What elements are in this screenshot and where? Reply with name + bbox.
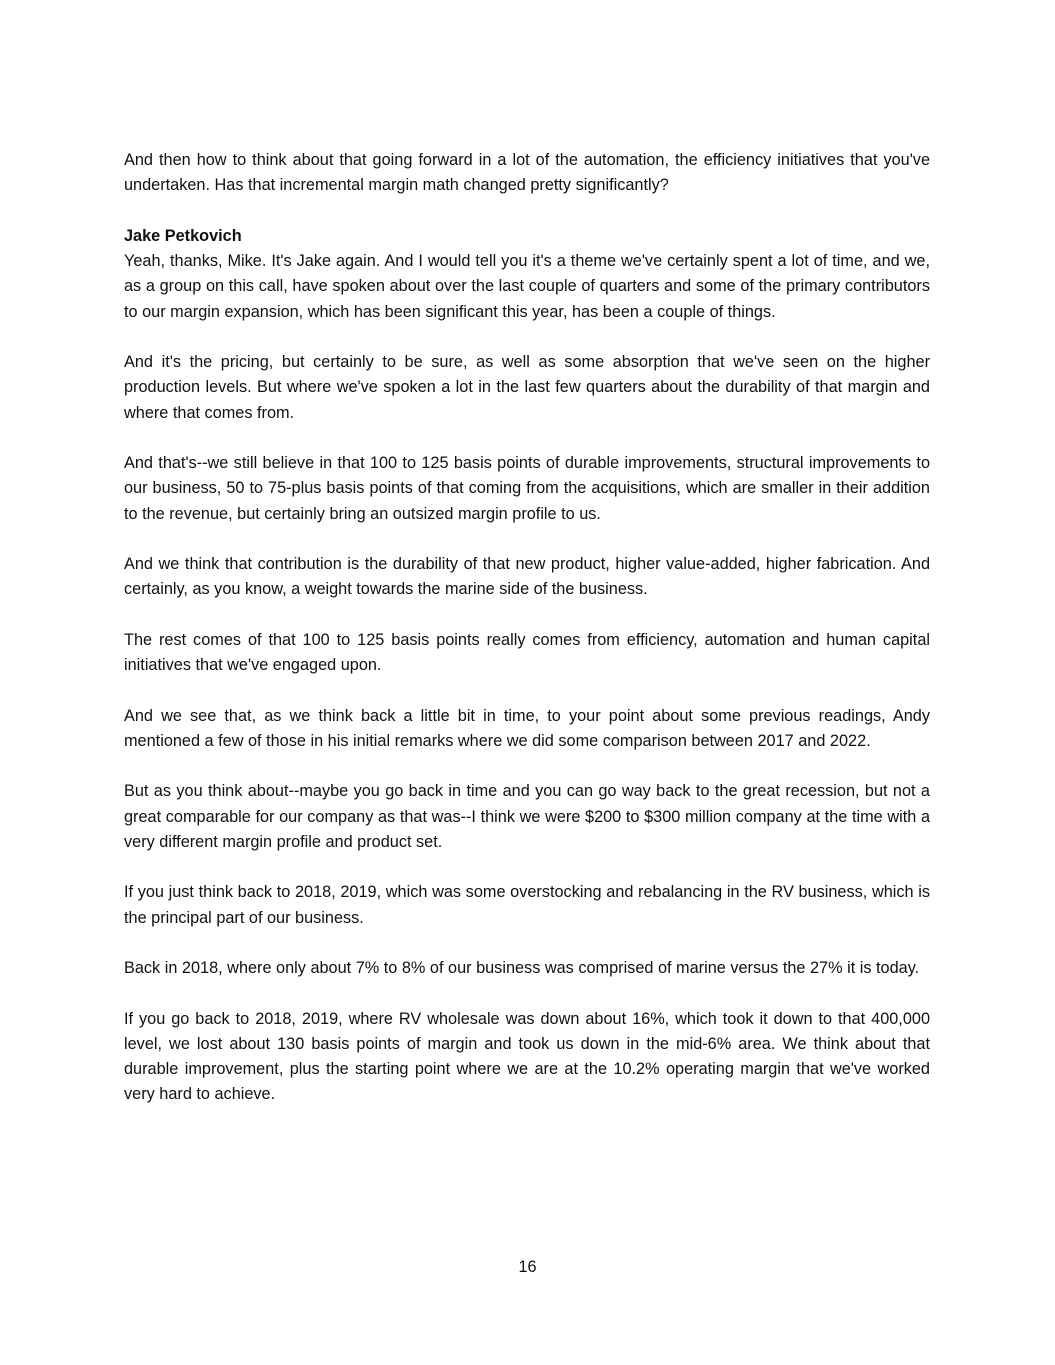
answer-paragraph: Yeah, thanks, Mike. It's Jake again. And I would tell you it's a theme we've certainly spent a lot of time, and we, as a group on this call, have spoken about over the last couple of quarters and some of the primary contributors to our margin expansion, which has been significant this year, has been a couple of things. — [124, 252, 930, 321]
answer-paragraph: And we think that contribution is the durability of that new product, higher value-added, higher fabrication. And certainly, as you know, a weight towards the marine side of the business. — [124, 555, 930, 599]
answer-paragraph: Back in 2018, where only about 7% to 8% of our business was comprised of marine versus the 27% it is today. — [124, 959, 920, 977]
answer-paragraph: And that's--we still believe in that 100 to 125 basis points of durable improvements, structural improvements to our business, 50 to 75-plus basis points of that coming from the acquisitions, which are smaller in their addition to the revenue, but certainly bring an outsized margin profile to us. — [124, 454, 930, 523]
transcript-body — [124, 148, 930, 1133]
answer-paragraph: If you just think back to 2018, 2019, which was some overstocking and rebalancing in the RV business, which is the principal part of our business. — [124, 883, 930, 927]
page-number: 16 — [518, 1258, 537, 1276]
answer-paragraph: If you go back to 2018, 2019, where RV wholesale was down about 16%, which took it down to that 400,000 level, we lost about 130 basis points of margin and took us down in the mid-6% area. We think about that durable improvement, plus the starting point where we are at the 10.2% operating margin that we've worked very hard to achieve. — [124, 1009, 930, 1104]
answer-paragraph: And we see that, as we think back a little bit in time, to your point about some previous readings, Andy mentioned a few of those in his initial remarks where we did some comparison between 2017 and 2022. — [124, 706, 930, 750]
answer-paragraph: The rest comes of that 100 to 125 basis points really comes from efficiency, automation and human capital initiatives that we've engaged upon. — [124, 630, 930, 674]
answer-paragraph: And it's the pricing, but certainly to be sure, as well as some absorption that we've seen on the higher production levels. But where we've spoken a lot in the last few quarters about the durability of that margin and where that comes from. — [124, 353, 930, 422]
answer-paragraph: But as you think about--maybe you go back in time and you can go way back to the great recession, but not a great comparable for our company as that was--I think we were $200 to $300 million company at the time with a very different margin profile and product set. — [124, 782, 930, 851]
question-paragraph: And then how to think about that going forward in a lot of the automation, the efficiency initiatives that you've undertaken. Has that incremental margin math changed pretty significantly? — [124, 151, 930, 195]
speaker-name: Jake Petkovich — [124, 226, 242, 245]
